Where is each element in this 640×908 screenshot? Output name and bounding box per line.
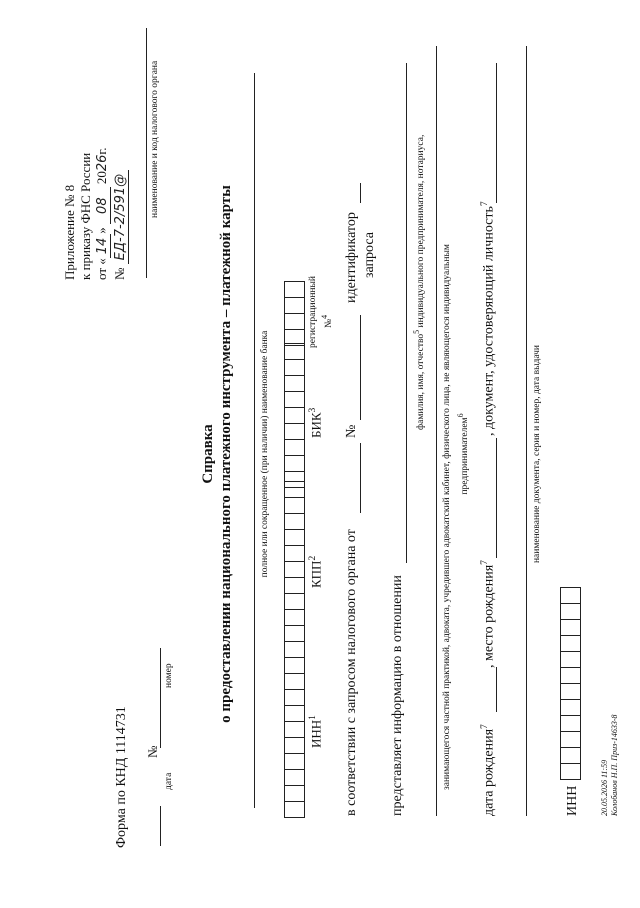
bank-name-line <box>254 73 255 808</box>
request-date-line <box>360 443 361 513</box>
date-caption: дата <box>164 772 174 790</box>
identifier-label-2: запроса <box>362 232 377 278</box>
entrepreneur-line: предпринимателем$^6$ <box>456 413 471 495</box>
inn-label: ИНН$^1$ <box>308 715 324 748</box>
document-line <box>496 63 497 203</box>
date-line <box>160 806 161 846</box>
birth-place-line <box>496 438 497 558</box>
number-sign: № <box>145 745 160 758</box>
kpp-label: КПП$^2$ <box>308 555 324 588</box>
number-line <box>160 648 161 748</box>
number-caption: номер <box>164 663 174 688</box>
tax-authority-caption: наименование и код налогового органа <box>150 60 160 218</box>
order-date-line: от «14» 08 2026г. <box>94 147 110 280</box>
engaged-line: занимающегося частной практикой, адвоката, учредившего адвокатский кабинет, физического лица, не являющегося индивидуальным <box>442 244 452 790</box>
bank-caption: полное или сокращенное (при наличии) наименование банка <box>260 330 270 578</box>
request-text: в соответствии с запросом налогового органа от <box>344 529 359 816</box>
document-label: , документ, удостоверяющий личность$^7$ <box>480 201 497 436</box>
identifier-line <box>360 183 361 203</box>
inn-bottom-cells <box>560 588 581 780</box>
reg-cells <box>284 282 305 346</box>
reg-label: регистрационный <box>308 276 318 348</box>
appendix-line: Приложение № 8 <box>62 184 77 280</box>
request-no: № <box>344 424 359 438</box>
bik-cells <box>284 344 305 488</box>
birth-place-label: , место рождения$^7$ <box>480 560 497 668</box>
order-number-line: № ЕД-7-2/591@ <box>112 170 128 280</box>
provides-text: представляет информацию в отношении <box>390 575 405 816</box>
kpp-cells <box>284 482 305 626</box>
inn-cells <box>284 626 305 818</box>
document-line-2 <box>526 46 527 816</box>
bik-label: БИК$^3$ <box>308 407 324 438</box>
knd-code: Форма по КНД 1114731 <box>114 706 129 848</box>
person-name-line-2 <box>436 46 437 816</box>
order-line: к приказу ФНС России <box>78 152 93 280</box>
doc-title: Справка <box>200 424 216 484</box>
reg-label-2: №$^4$ <box>320 314 335 328</box>
request-number-line <box>360 315 361 420</box>
identifier-label: идентификатор <box>344 212 359 303</box>
stamp-line-1: 20.05.2026 11:59 <box>600 759 609 816</box>
inn-bottom-label: ИНН <box>565 785 580 816</box>
fio-caption: фамилия, имя, отчество$^5$ индивидуального предпринимателя, нотариуса, <box>412 134 427 430</box>
tax-authority-line <box>146 28 147 278</box>
birth-date-label: дата рождения$^7$ <box>480 724 497 816</box>
birth-date-line <box>496 667 497 712</box>
person-name-line <box>406 63 407 563</box>
document-caption: наименование документа, серия и номер, дата выдачи <box>532 344 542 564</box>
doc-subtitle: о предоставлении национального платежного инструмента – платежной карты <box>218 185 234 723</box>
stamp-line-2: Колобанов Н.П. Приз-14633-8 <box>610 714 619 816</box>
